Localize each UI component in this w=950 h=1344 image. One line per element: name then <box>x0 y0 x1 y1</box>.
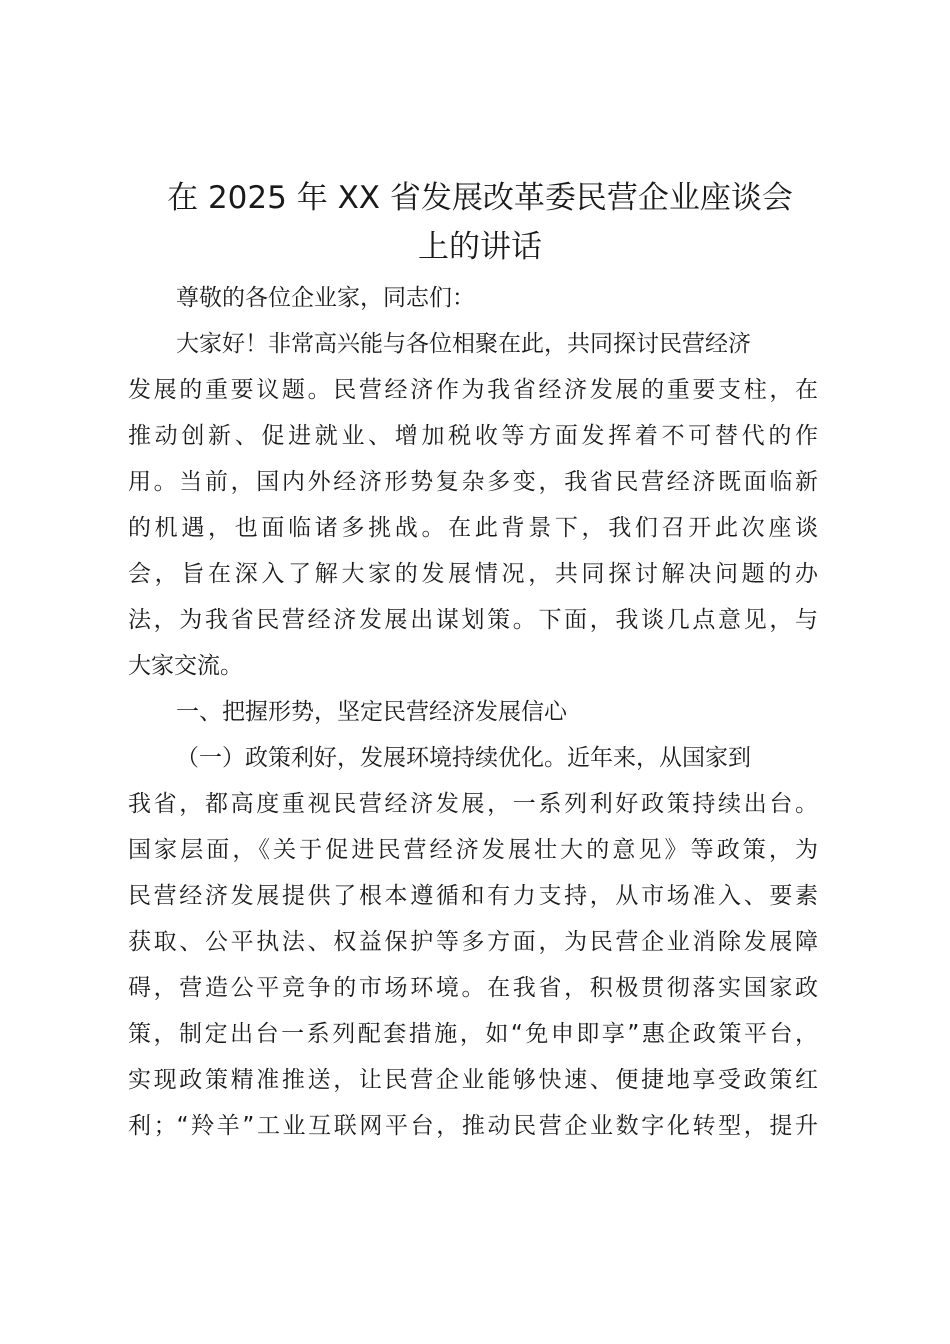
paragraph-line: 获取、公平执法、权益保护等多方面，为民营企业消除发展障 <box>128 929 818 955</box>
paragraph-line: 民营经济发展提供了根本遵循和有力支持，从市场准入、要素 <box>128 883 818 909</box>
paragraph-line: 碍，营造公平竞争的市场环境。在我省，积极贯彻落实国家政 <box>128 975 818 1001</box>
salutation: 尊敬的各位企业家，同志们： <box>176 285 475 311</box>
paragraph-line: 策，制定出台一系列配套措施，如“免申即享”惠企政策平台， <box>128 1021 818 1047</box>
section-heading: 一、把握形势，坚定民营经济发展信心 <box>176 699 567 725</box>
document-title-line-2: 上的讲话 <box>418 229 542 265</box>
paragraph-line: 发展的重要议题。民营经济作为我省经济发展的重要支柱，在 <box>128 377 818 403</box>
paragraph-line: 我省，都高度重视民营经济发展，一系列利好政策持续出台。 <box>128 791 818 817</box>
paragraph-line: 国家层面，《关于促进民营经济发展壮大的意见》等政策，为 <box>128 837 818 863</box>
paragraph-line: 会，旨在深入了解大家的发展情况，共同探讨解决问题的办 <box>128 561 818 587</box>
paragraph-line: 实现政策精准推送，让民营企业能够快速、便捷地享受政策红 <box>128 1067 818 1093</box>
paragraph-line: 大家交流。 <box>128 653 243 679</box>
paragraph-line: 法，为我省民营经济发展出谋划策。下面，我谈几点意见，与 <box>128 607 818 633</box>
paragraph-line: 的机遇，也面临诸多挑战。在此背景下，我们召开此次座谈 <box>128 515 818 541</box>
paragraph-line: 利；“羚羊”工业互联网平台，推动民营企业数字化转型，提升 <box>128 1113 818 1139</box>
paragraph-line: 大家好！非常高兴能与各位相聚在此，共同探讨民营经济 <box>176 331 751 357</box>
document-title-line-1: 在 2025 年 XX 省发展改革委民营企业座谈会 <box>167 180 793 216</box>
paragraph-line: （一）政策利好，发展环境持续优化。近年来，从国家到 <box>176 745 751 771</box>
paragraph-line: 推动创新、促进就业、增加税收等方面发挥着不可替代的作 <box>128 423 818 449</box>
paragraph-line: 用。当前，国内外经济形势复杂多变，我省民营经济既面临新 <box>128 469 818 495</box>
